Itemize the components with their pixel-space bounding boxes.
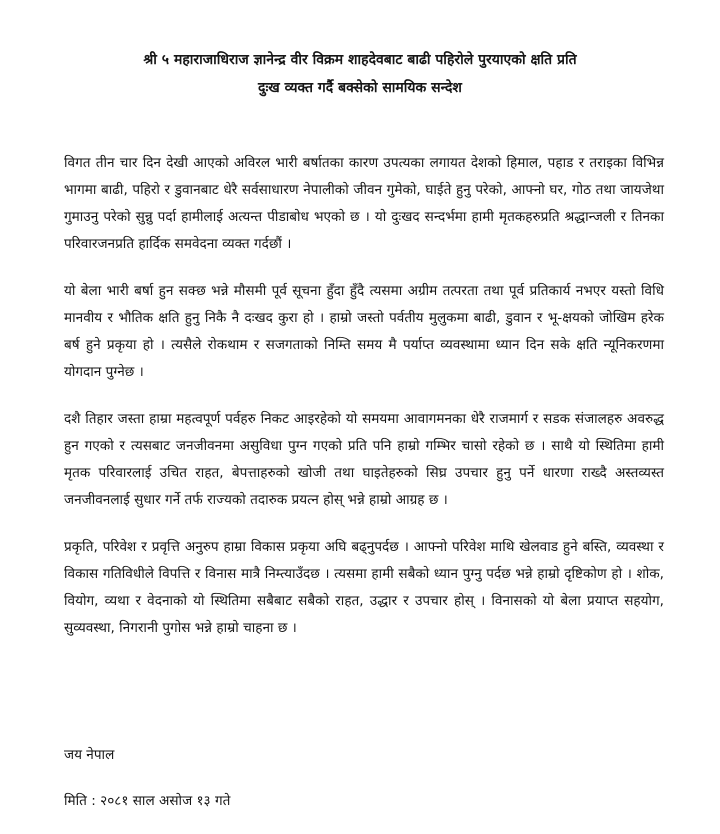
paragraph-2: यो बेला भारी बर्षा हुन सक्छ भन्ने मौसमी पूर्व सूचना हुँदा हुँदै त्यसमा अग्रीम तत्परता तथा पूर्व प्रतिकार्य नभएर यस्तो विधि मानवीय र भौतिक क्षति हुनु निकै नै दःखद कुरा हो । हाम्रो जस्तो पर्वतीय मुलुकमा बाढी, डुवान र भू-क्षयको जोखिम हरेक बर्ष हुने प्रकृया हो । त्यसैले रोकथाम र सजगताको निम्ति समय मै पर्याप्त व्यवस्थामा ध्यान दिन सके क्षति न्यूनिकरणमा योगदान पुग्नेछ । — [64, 283, 664, 380]
message-date: मिति : २०८१ साल असोज १३ गते — [64, 793, 231, 809]
document-title-line-1: श्री ५ महाराजाधिराज ज्ञानेन्द्र वीर विक्रम शाहदेवबाट बाढी पहिरोले पुरयाएको क्षति प्रति — [143, 52, 577, 68]
paragraph-4: प्रकृति, परिवेश र प्रवृत्ति अनुरुप हाम्रा विकास प्रकृया अघि बढ्नुपर्दछ । आफ्नो परिवेश माथि खेलवाड हुने बस्ति, व्यवस्था र विकास गतिविधीले विपत्ति र विनास मात्रै निम्त्याउँदछ । त्यसमा हामी सबैको ध्यान पुग्नु पर्दछ भन्ने हाम्रो दृष्टिकोण हो । शोक, वियोग, व्यथा र वेदनाको यो स्थितिमा सबैबाट सबैको राहत, उद्धार र उपचार होस् । विनासको यो बेला प्रयाप्त सहयोग, सुव्यवस्था, निगरानी पुगोस भन्ने हाम्रो चाहना छ । — [64, 539, 664, 636]
document-title-line-2: दुःख व्यक्त गर्दै बक्सेको सामयिक सन्देश — [258, 80, 462, 96]
jay-nepal-signoff: जय नेपाल — [64, 747, 115, 763]
paragraph-3: दशै तिहार जस्ता हाम्रा महत्वपूर्ण पर्वहरु निकट आइरहेको यो समयमा आवागमनका धेरै राजमार्ग र सडक संजालहरु अवरुद्ध हुन गएको र त्यसबाट जनजीवनमा असुविधा पुग्न गएको प्रति पनि हाम्रो गम्भिर चासो रहेको छ । साथै यो स्थितिमा हामी मृतक परिवारलाई उचित राहत, बेपत्ताहरुको खोजी तथा घाइतेहरुको सिघ्र उपचार हुनु पर्ने धारणा राख्दै अस्तव्यस्त जनजीवनलाई सुधार गर्ने तर्फ राज्यको तदारुक प्रयत्न होस् भन्ने हाम्रो आग्रह छ । — [64, 411, 664, 508]
message-body — [64, 150, 664, 662]
paragraph-1: विगत तीन चार दिन देखी आएको अविरल भारी बर्षातका कारण उपत्यका लगायत देशको हिमाल, पहाड र तराइका विभिन्न भागमा बाढी, पहिरो र डुवानबाट धेरै सर्वसाधारण नेपालीको जीवन गुमेको, घाईते हुनु परेको, आफ्नो घर, गोठ तथा जायजेथा गुमाउनु परेको सुन्नु पर्दा हामीलाई अत्यन्त पीडाबोध भएको छ । यो दुःखद सन्दर्भमा हामी मृतकहरुप्रति श्रद्धान्जली र तिनका परिवारजनप्रति हार्दिक समवेदना व्यक्त गर्दछौं । — [64, 155, 664, 252]
